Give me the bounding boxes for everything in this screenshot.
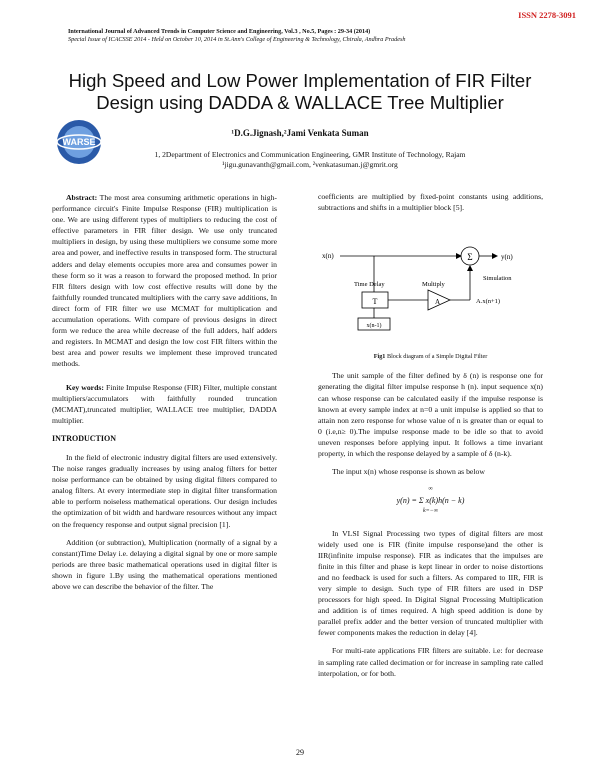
keywords (52, 382, 277, 426)
equation (318, 484, 543, 517)
paper-title (40, 70, 560, 114)
right-paragraph-3: The input x(n) whose response is shown as below (332, 467, 485, 477)
intro-paragraph-1: In the field of electronic industry digital filters are used extensively. The noise ranges gradually increases by using analog filters for better noise performance can be obtained by using digital filters compared to analog filters. At every intermediate step in digital filter transformation able to perform noiseless mathematical operations. Our design includes the optimization of bit width and hardware resources without any impact on the frequency response and output signal precision [1]. (52, 452, 277, 529)
caption-bold: Fig1 (373, 353, 386, 361)
block-diagram-figure (318, 224, 543, 344)
caption-text: Block diagram of a Simple Digital Filter (385, 353, 488, 361)
right-paragraph-5: For multi-rate applications FIR filters are suitable. i.e: for decrease in sampling rate called decimation or for increase in sampling rate called interpolation, or for both. (318, 646, 543, 678)
abstract (52, 192, 277, 370)
fig-time-delay-label: Time Delay (354, 281, 385, 289)
intro-paragraph-2: Addition (or subtraction), Multiplication (normally of a signal by a constant)Time Delay i.e. delaying a digital signal by one or more sample periods are three basic mathematical operations used in digital filter is shown in figure 1.By using the mathematical operations mentioned above we can describe the behavior of the filter. The (52, 537, 277, 591)
fig-xn1-label: x(n-1) (366, 323, 382, 330)
title-line-1: High Speed and Low Power Implementation of FIR Filter (68, 70, 532, 91)
journal-line-1: International Journal of Advanced Trends in Computer Science and Engineering, Vol.3 , No.5, Pages : 29-34 (2014) (68, 28, 371, 35)
right-paragraph-2: The unit sample of the filter defined by δ (n) is response one for generating the digital filter impulse response h (n). input sequence x(n) can whose response can be calculated easily if the impulse response is known at every sample index at n=0 a unit impulse is applied so that to attain non zero response for whose value of n is greater than or equal to 0 (i.e,n≥ 0).The impulse response made to be idle so that to avoid uneven responses before applying input. It follows a time invariant property, in which the response delayed by a sample of δ (n-k). (318, 371, 543, 459)
page-number: 29 (296, 748, 304, 757)
fig-yn-label: y(n) (501, 253, 513, 262)
journal-line-2: Special Issue of ICACSSE 2014 - Held on October 10, 2014 in St.Ann's College of Engineering & Technology, Chirala, Andhra Pradesh (68, 36, 406, 43)
title-line-2: Design using DADDA & WALLACE Tree Multiplier (96, 92, 504, 113)
journal-header (68, 28, 548, 44)
right-column (318, 191, 543, 686)
keywords-text: Finite Impulse Response (FIR) Filter, multiple constant multipliers/accumulators with faithfully rounded truncation (MCMAT),truncated multiplier, WALLACE tree multiplier, DADDA multiplier. (52, 382, 278, 425)
logo-text: WARSE (62, 137, 96, 147)
abstract-text: The most area consuming arithmetic operations in high-performance circuit's Finite Impulse Response (FIR) multiplication is one. We are using different types of multipliers to reducing the cost of effective parameters in FIR filter design. We use only truncated multipliers in design, by using these multipliers we consume some more area and power, and ineffective results in transposed form. The structural adders and delay elements occupies more area and consumes power in these form so it was a reason to forward the proposed method. In prior FIR filters design with low cost effective results will done by the faithfully rounded truncated multipliers with the carry save additions, In direct form of FIR filter we use MCMAT for multiplication and accumulation operations. With compare of previous designs in direct form we reduce the area while decrease of the full adders, half adders and registers. In MCMAT and design the low cost FIR filters within the best area and power results we implement these improved truncated methods. (52, 193, 277, 369)
intro-heading: INTRODUCTION (52, 433, 117, 443)
fig-a-label: A (435, 298, 441, 307)
authors: ¹D.G.Jignash,²Jami Venkata Suman (231, 128, 369, 138)
fig-simulation-label: Simulation (483, 275, 512, 283)
right-paragraph-1: coefficients are multiplied by fixed-point constants using additions, subtractions and shifts in a multiplier block [5]. (318, 192, 543, 213)
equation-upper: ∞ (428, 486, 433, 493)
fig-ax-label: A.x(n+1) (476, 298, 501, 306)
fig-sum-label: Σ (467, 252, 473, 263)
issn-label: ISSN 2278-3091 (518, 10, 576, 20)
fig-t-label: T (372, 297, 378, 307)
affiliation (70, 150, 550, 170)
affiliation-line-1: 1, 2Department of Electronics and Communication Engineering, GMR Institute of Technology, Rajam (154, 150, 466, 159)
affiliation-line-2: ¹jigu.gunavanth@gmail.com, ²venkatasuman.j@gmrit.org (222, 160, 398, 169)
left-column (52, 192, 277, 599)
equation-body: y(n) = Σ x(k)h(n − k) (396, 496, 465, 506)
right-paragraph-4: In VLSI Signal Processing two types of digital filters are most widely used one is FIR (finite impulse response)and the other is IIR(infinite impulse response). FIR as indicates that the impulses are finite in this filter and phase is kept linear in order to noise distortions and no feedback is used for such a filters. As compared to IIR, FIR is very simple to design. Such type of FIR filters are used in DSP processors for high speed. In Digital Signal Processing Multiplication and addition is of times required. A high speed addition is done by parallel prefix adder and the better version of truncated multiplier with fewer components makes the reduction in delay [4]. (318, 528, 543, 638)
keywords-label: Key words: (66, 382, 104, 392)
abstract-label: Abstract: (66, 193, 98, 202)
figure-caption (318, 351, 543, 362)
equation-lower: k=−∞ (422, 508, 439, 515)
fig-xn-label: x(n) (322, 252, 334, 261)
fig-multiply-label: Multiply (422, 281, 445, 289)
